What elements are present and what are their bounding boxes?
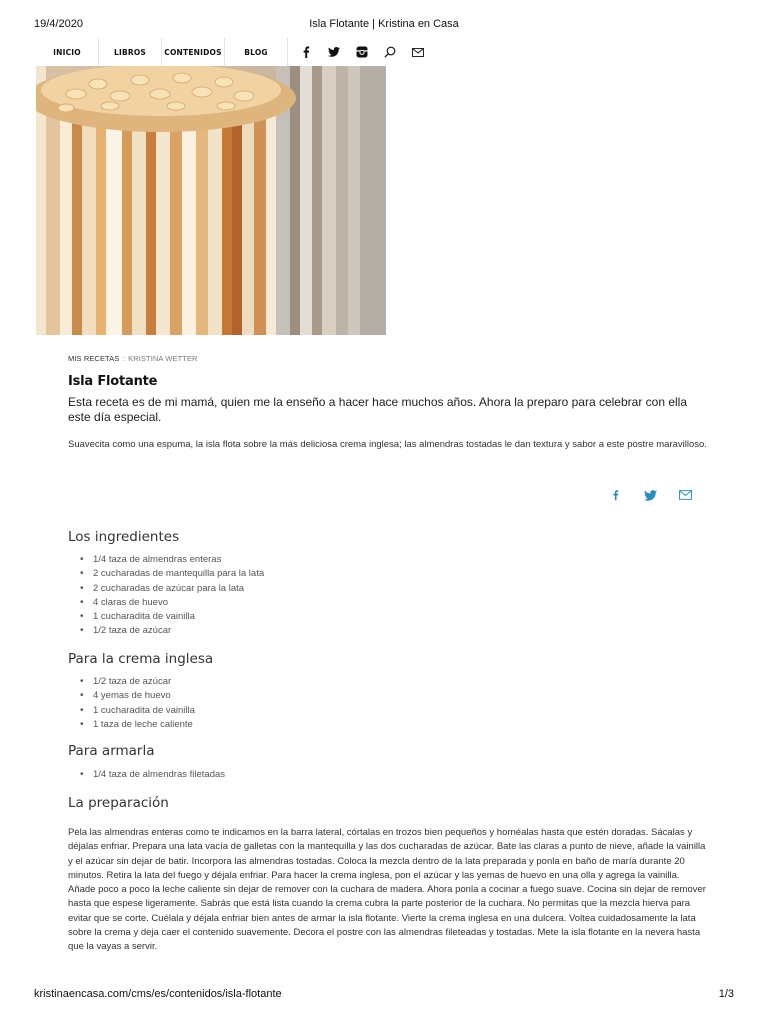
ingredients-heading: Los ingredientes [68,529,180,545]
mail-icon[interactable] [668,487,703,503]
recipe-title: Isla Flotante [68,374,158,389]
crema-list [68,675,708,732]
preparacion-heading: La preparación [68,795,169,811]
breadcrumb-author[interactable]: KRISTINA WETTER [128,354,198,363]
ingredients-list [68,553,708,639]
list-item: • 1 cucharadita de vainilla [68,610,708,624]
nav-item-libros[interactable]: LIBROS [99,38,162,66]
list-item: • 2 cucharadas de azúcar para la lata [68,582,708,596]
nav-item-blog[interactable]: BLOG [225,38,288,66]
nav-item-inicio[interactable]: INICIO [36,38,99,66]
list-item: • 1/4 taza de almendras filetadas [68,768,708,782]
list-item: • 2 cucharadas de mantequilla para la lata [68,567,708,581]
facebook-icon[interactable] [598,487,633,503]
preparacion-text: Pela las almendras enteras como te indicamos en la barra lateral, córtalas en trozos bien pequeños y hornéalas hasta que estén doradas. Sácalas y déjalas enfriar. Prepara una lata vacía de galletas con la mantequilla y las dos cucharadas de azúcar. Bate las claras a punto de nieve, añade la vainilla y el azúcar sin dejar de batir. Incorpora las almendras tostadas. Coloca la mezcla dentro de la lata preparada y ponla en baño de maría durante 20 minutos. Retira la lata del fuego y déjala enfriar. Para hacer la crema inglesa, pon el azúcar y las yemas de huevo en una olla y agrega la vainilla. Añade poco a poco la leche caliente sin dejar de remover con la cuchara de madera. Ahora ponla a cocinar a fuego suave. Cocina sin dejar de remover hasta que espese ligeramente. Sabrás que está lista cuando la crema cubra la parte posterior de la cuchara. No permitas que la mezcla hierva para evitar que se corte. Cuélala y déjala enfriar bien antes de armar la isla flotante. Vierte la crema inglesa en una dulcera. Voltea cuidadosamente la lata sobre la crema y deja caer el contenido suavemente. Decora el postre con las almendras fileteadas y tostadas. Mete la isla flotante en la nevera hasta que la vayas a servir. [68,827,706,953]
twitter-icon[interactable] [633,487,668,503]
facebook-icon[interactable] [292,38,320,66]
mail-icon[interactable] [404,38,432,66]
breadcrumb-separator: :: [119,354,129,363]
print-page-number: 1/3 [718,988,734,1000]
list-item: • 1/4 taza de almendras enteras [68,553,708,567]
top-navigation [36,38,432,66]
nav-social-icons [292,38,432,66]
twitter-icon[interactable] [320,38,348,66]
crema-heading: Para la crema inglesa [68,651,214,667]
recipe-description: Suavecita como una espuma, la isla flota sobre la más deliciosa crema inglesa; las almendras tostadas le dan textura y sabor a este postre maravilloso. [68,439,707,450]
breadcrumb [68,354,708,363]
instagram-icon[interactable] [348,38,376,66]
nav-item-contenidos[interactable]: CONTENIDOS [162,38,225,66]
armarla-list [68,768,708,782]
list-item: • 1/2 taza de azúcar [68,624,708,638]
dessert-photo [36,66,386,335]
share-buttons [598,487,703,503]
print-page-title: Isla Flotante | Kristina en Casa [309,18,459,30]
print-footer [34,988,734,1002]
list-item: • 1 cucharadita de vainilla [68,704,708,718]
search-icon[interactable] [376,38,404,66]
list-item: • 4 claras de huevo [68,596,708,610]
armarla-heading: Para armarla [68,743,155,759]
recipe-hero-image [36,66,386,335]
list-item: • 1 taza de leche caliente [68,718,708,732]
list-item: • 4 yemas de huevo [68,689,708,703]
print-header [34,18,734,32]
print-date: 19/4/2020 [34,18,83,30]
list-item: • 1/2 taza de azúcar [68,675,708,689]
breadcrumb-section[interactable]: MIS RECETAS [68,354,120,363]
recipe-intro: Esta receta es de mi mamá, quien me la enseño a hacer hace muchos años. Ahora la preparo para celebrar con ella este día especial. [68,395,688,424]
print-url: kristinaencasa.com/cms/es/contenidos/isla-flotante [34,988,282,1000]
